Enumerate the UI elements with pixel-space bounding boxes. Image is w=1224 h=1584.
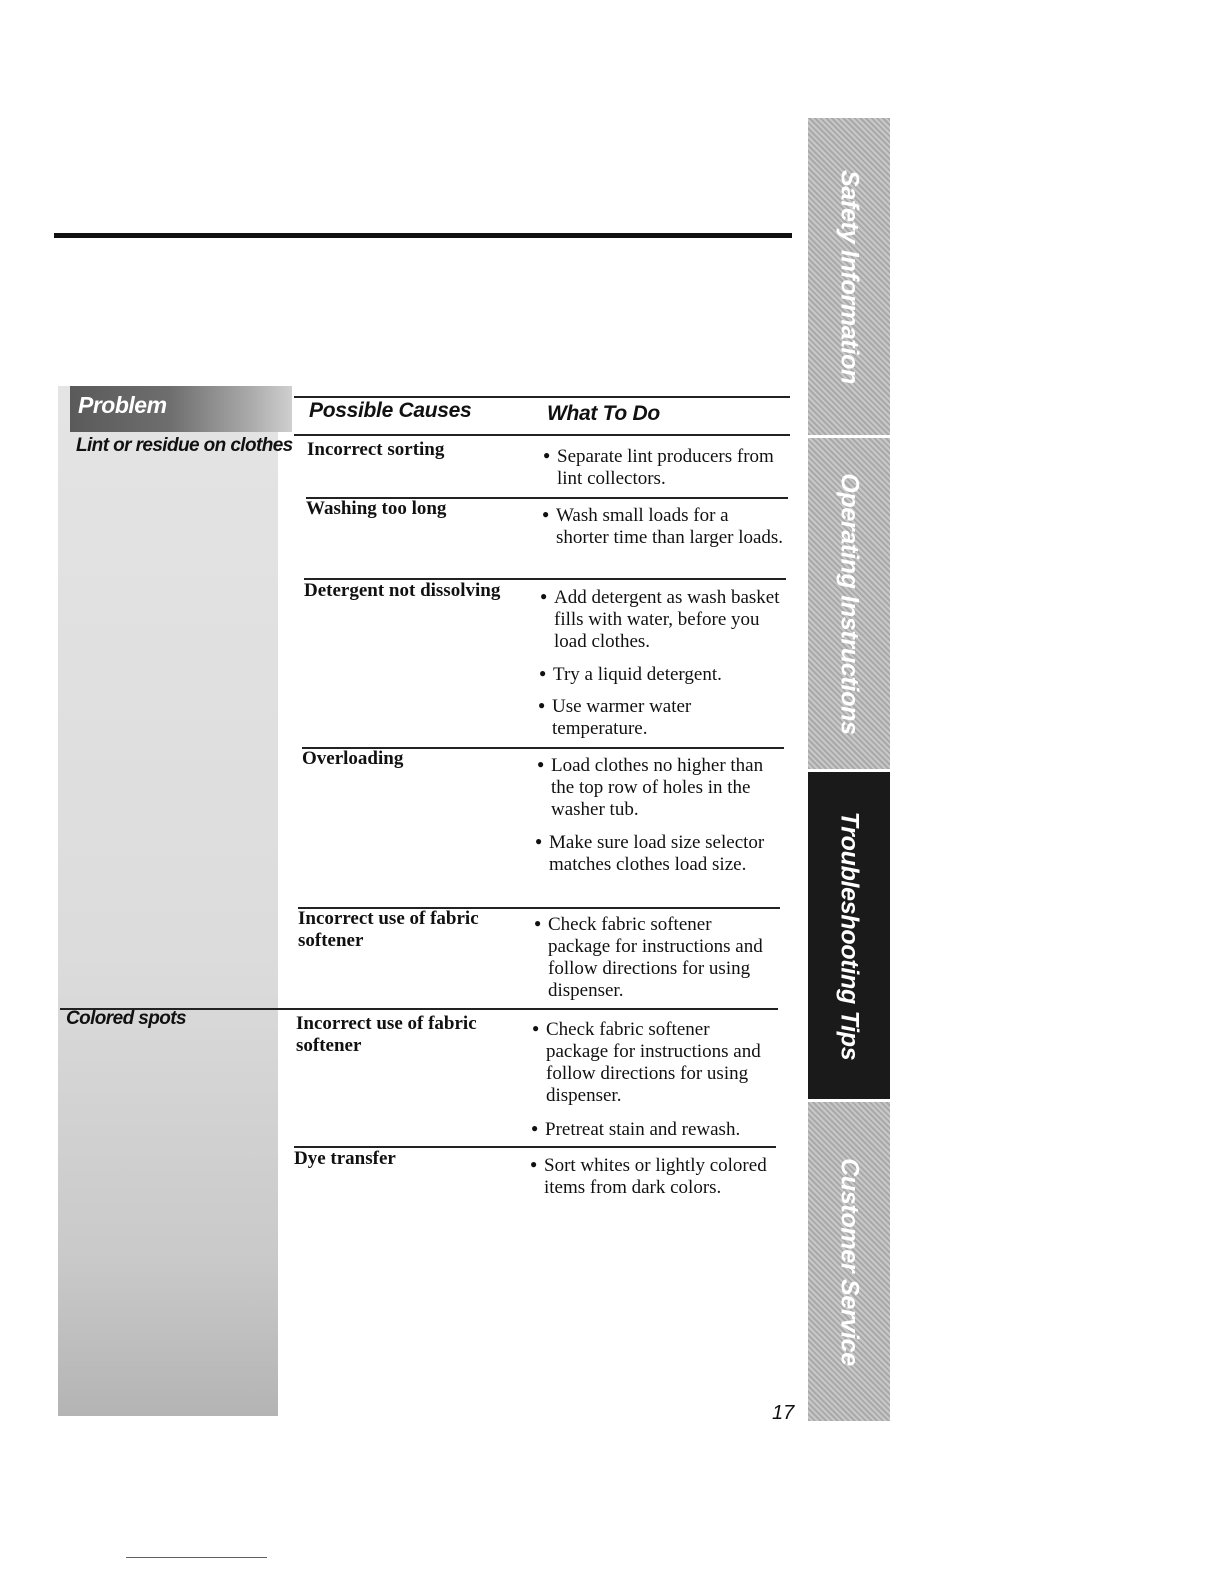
what-to-do-header: What To Do	[547, 402, 660, 425]
bullet-icon: ●	[537, 757, 545, 771]
bullet-icon: ●	[530, 1157, 538, 1171]
cause-detergent-not-dissolving: Detergent not dissolving	[304, 580, 501, 601]
tab-label: Operating Instructions	[835, 472, 864, 735]
problem-colored-spots: Colored spots	[66, 1008, 186, 1029]
problem-lint-residue: Lint or residue on clothes	[76, 435, 293, 456]
action-add-detergent	[540, 585, 784, 653]
bullet-icon: ●	[534, 916, 542, 930]
action-load-size-selector	[535, 830, 779, 876]
action-wash-small-loads	[542, 503, 786, 549]
bullet-icon: ●	[538, 698, 546, 712]
action-text: Load clothes no higher than the top row of holes in the washer tub.	[551, 755, 764, 820]
possible-causes-header: Possible Causes	[309, 399, 472, 422]
header-top-rule	[294, 396, 790, 398]
action-check-softener-1	[534, 912, 778, 1002]
action-text: Use warmer water temperature.	[552, 696, 692, 739]
action-text: Pretreat stain and rewash.	[545, 1119, 741, 1140]
action-text: Check fabric softener package for instructions and follow directions for using dispenser.	[546, 1019, 761, 1106]
top-rule	[54, 233, 792, 238]
header-bottom-rule	[294, 434, 790, 436]
action-load-clothes	[537, 753, 781, 821]
tab-label: Troubleshooting Tips	[835, 811, 864, 1060]
cause-incorrect-sorting: Incorrect sorting	[307, 439, 445, 460]
problem-header-label: Problem	[78, 392, 167, 418]
bullet-icon: ●	[539, 666, 547, 680]
tab-troubleshooting-tips[interactable]	[808, 772, 890, 1102]
tab-label: Customer Service	[835, 1157, 864, 1366]
cause-fabric-softener-1: Incorrect use of fabric softener	[298, 908, 479, 951]
tab-operating-instructions[interactable]	[808, 438, 890, 772]
action-text: Add detergent as wash basket fills with water, before you load clothes.	[554, 587, 780, 652]
action-text: Wash small loads for a shorter time than larger loads.	[556, 505, 784, 548]
bullet-icon: ●	[531, 1121, 539, 1135]
action-text: Check fabric softener package for instructions and follow directions for using dispenser.	[548, 914, 763, 1001]
action-text: Make sure load size selector matches clothes load size.	[549, 832, 765, 875]
bullet-icon: ●	[532, 1021, 540, 1035]
cause-overloading: Overloading	[302, 748, 404, 769]
tab-label: Safety Information	[835, 169, 864, 384]
action-separate-lint	[543, 444, 787, 490]
section-tabs	[808, 118, 890, 1424]
tab-safety-information[interactable]	[808, 118, 890, 438]
problem-column-shading	[58, 386, 278, 1416]
action-check-softener-2	[532, 1017, 776, 1107]
bullet-icon: ●	[540, 589, 548, 603]
action-pretreat-stain	[531, 1117, 785, 1141]
cause-dye-transfer: Dye transfer	[294, 1148, 396, 1169]
action-sort-whites	[530, 1153, 774, 1199]
bullet-icon: ●	[542, 507, 550, 521]
action-text: Sort whites or lightly colored items from dark colors.	[544, 1155, 767, 1198]
action-text: Separate lint producers from lint collectors.	[557, 446, 774, 489]
bullet-icon: ●	[543, 448, 551, 462]
tab-customer-service[interactable]	[808, 1102, 890, 1424]
cause-fabric-softener-2: Incorrect use of fabric softener	[296, 1013, 477, 1056]
action-try-liquid	[539, 662, 783, 686]
bottom-rule	[126, 1557, 267, 1558]
page-number: 17	[772, 1402, 795, 1424]
action-text: Try a liquid detergent.	[553, 664, 722, 685]
bullet-icon: ●	[535, 834, 543, 848]
action-warmer-water	[538, 694, 782, 740]
cause-washing-too-long: Washing too long	[306, 498, 447, 519]
